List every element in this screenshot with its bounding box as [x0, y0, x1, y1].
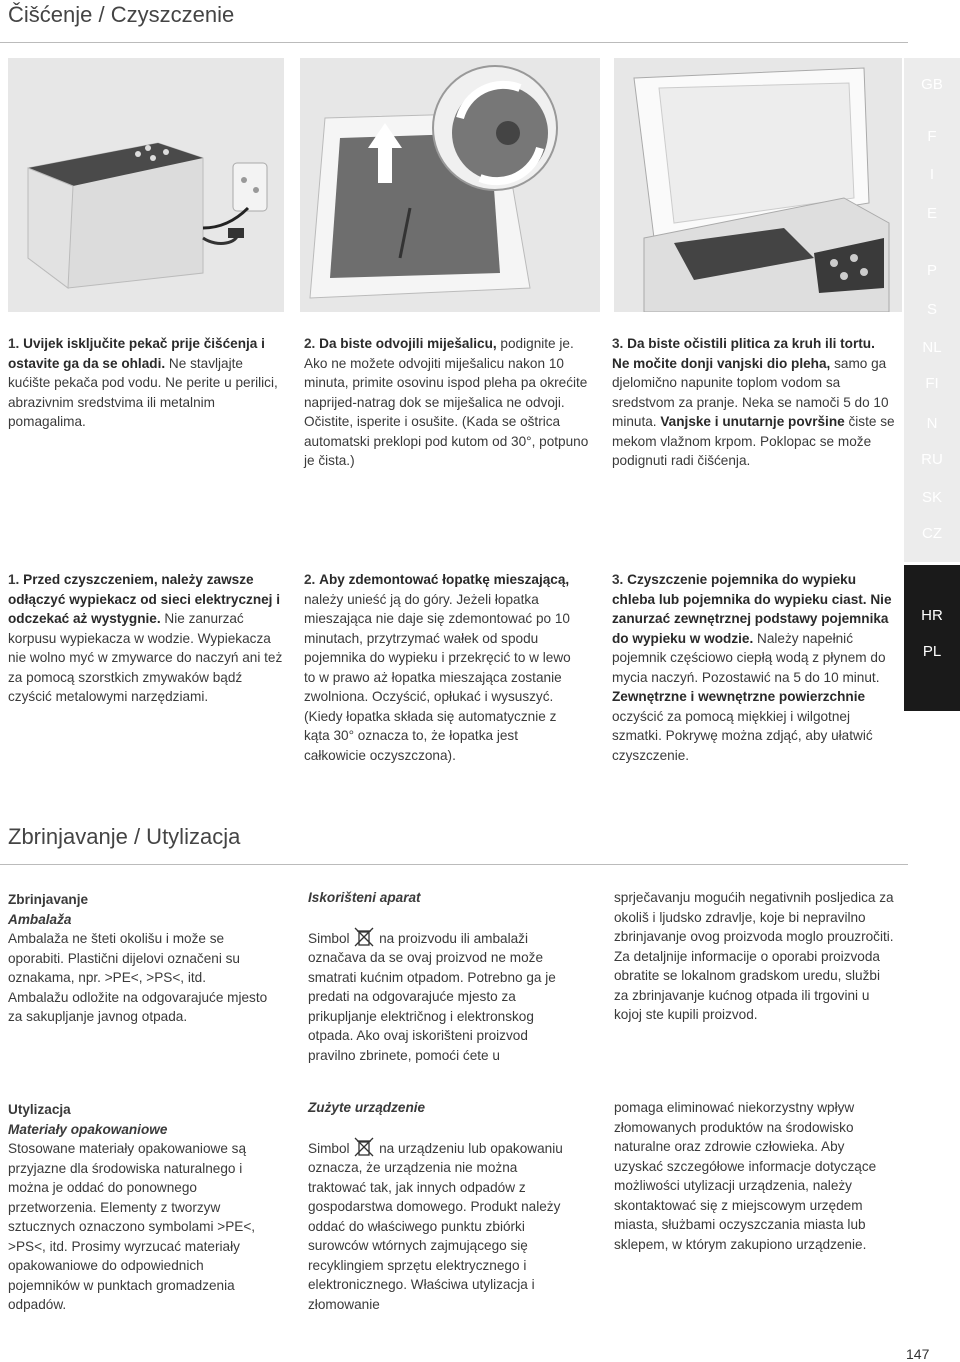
hr-step-3: [612, 334, 896, 471]
pl-step-3: [612, 570, 894, 765]
lang-code-f: F: [927, 128, 937, 145]
hr-step-2-text: podignite je. Ako ne možete odvojiti miješalicu nakon 10 minuta, primite osovinu ispod pleha pa okrećite naprijed-natrag dok se miješalica ne odvoji. Očistite, isperite i osušite. (Kada se oštrica automatski preklopi pod kutom od 30°, potpuno je čista.): [304, 336, 589, 468]
lang-code-fi: FI: [925, 375, 939, 392]
hr-step-2: [304, 334, 594, 471]
lang-code-sk: SK: [921, 489, 942, 506]
step-number: 2.: [304, 572, 316, 587]
pl-step-3-text-a: Należy napełnić pojemnik częściowo ciepłą wodą z płynem do mycia naczyń. Pozostawić na 5 do 10 minut.: [612, 630, 886, 685]
pl-disposal-heading: Utylizacja: [8, 1102, 71, 1117]
pl-step-3-bold-a: Czyszczenie pojemnika do wypieku chleba lub pojemnika do wypieku ciast. Nie zanurzać zewnętrznej podstawy pojemnika do wypieku w wodzie.: [612, 572, 892, 646]
open-bread-maker-image: [614, 58, 902, 312]
hr-step-1-text: Ne stavljajte kućište pekača pod vodu. Ne perite u perilici, abrazivnim sredstvima ili metalnim pomagalima.: [8, 355, 278, 429]
pl-disposal-continued-text: pomaga eliminować niekorzystny wpływ złomowanych produktów na środowisko naturalne oraz zdrowie człowieka. Aby uzyskać szczegółowe informacje dotyczące możliwości utylizacji urządzenia, należy skontaktować się z miejscowym urzędem miasta, służbami oczyszczania miasta lub sklepem, w którym zakupiono urządzenie.: [614, 1100, 877, 1252]
pl-step-1: [8, 570, 284, 707]
hr-packaging-subheading: Ambalaža: [8, 911, 72, 927]
hr-step-2-bold: Da biste odvojili miješalicu,: [319, 336, 497, 351]
page-title: Čišćenje / Czyszczenie: [8, 2, 235, 27]
lang-code-i: I: [929, 166, 935, 183]
hr-disposal-appliance: [308, 888, 578, 1065]
hr-symbol-label: Simbol: [308, 930, 350, 946]
pl-step-2: [304, 570, 580, 765]
hr-step-1-bold: Uvijek isključite pekač prije čišćenja i ostavite ga da se ohladi.: [8, 336, 265, 371]
hr-step-3-bold-b: Vanjske i unutarnje površine: [660, 414, 845, 429]
lang-code-ru: RU: [921, 451, 943, 468]
crossed-bin-icon: [353, 926, 375, 948]
pl-symbol-label: Simbol: [308, 1140, 350, 1156]
lang-code-p: P: [926, 262, 937, 279]
pl-packaging-subheading: Materiały opakowaniowe: [8, 1121, 168, 1137]
step-number: 3.: [612, 572, 624, 587]
step-number: 1.: [8, 572, 20, 587]
step-number: 1.: [8, 336, 20, 351]
crossed-bin-icon: [353, 1136, 375, 1158]
hr-step-3-bold-a: Da biste očistili plitica za kruh ili tortu. Ne močite donji vanjski dio pleha,: [612, 336, 875, 371]
lang-code-n: N: [926, 415, 938, 432]
pl-packaging-text: Stosowane materiały opakowaniowe są przyjazne dla środowiska naturalnego i można je oddać do ponownego przetworzenia. Elementy z tworzyw sztucznych oznaczono symbolami >PE<, >PS<, itd. Prosimy wyrzucać materiały opakowaniowe do odpowiednich pojemników w punktach gromadzenia odpadów.: [8, 1141, 256, 1312]
page-number: 147: [906, 1346, 930, 1362]
hr-disposal-continued: [614, 888, 896, 1025]
hr-packaging-text: Ambalaža ne šteti okolišu i može se oporabiti. Plastični dijelovi označeni su oznakama, npr. >PE<, >PS<, itd. Ambalažu odložite na odgovarajuće mjesto za sakupljanje javnog otpada.: [8, 931, 268, 1024]
hr-disposal-continued-text: sprječavanju mogućih negativnih posljedica za okoliš i ljudsko zdravlje, koje bi nepravilno zbrinjavanje ovog proizvoda moglo prouzročiti. Za detaljnije informacije o oporabi proizvoda obratite se lokalnom gradskom uredu, službi za zbrinjavanje kućnog otpada ili trgovini u kojoj ste kupili proizvod.: [614, 890, 894, 1022]
pl-step-1-text: Nie zanurzać korpusu wypiekacza w wodzie. Wypiekacza nie wolno myć w zmywarce do naczyń ani też za pomocą szorstkich zmywaków bądź czyścić metalowymi narzędziami.: [8, 611, 283, 704]
pl-disposal-continued: [614, 1098, 896, 1254]
bread-maker-unplug-image: [8, 58, 284, 312]
lang-code-hr: HR: [921, 607, 943, 624]
hr-step-1: [8, 334, 284, 432]
hr-step-3-text-b: čiste se mekom vlažnom krpom. Poklopac se može podignuti radi čišćenja.: [612, 414, 895, 468]
pl-step-2-text: należy unieść ją do góry. Jeżeli łopatka mieszająca nie daje się zdemontować po 10 minutach, przytrzymać wałek od spodu pojemnika do wypieku i przekręcić to w lewo to w prawo aż łopatka mieszająca zostanie zwolniona. Oczyścić, opłukać i wysuszyć. (Kiedy łopatka składa się automatycznie z kąta 30° oznacza to, że łopatka jest całkowicie oczyszczona).: [304, 591, 571, 763]
bread-pan-mixer-image: [300, 58, 600, 312]
title-divider: [0, 42, 908, 43]
hr-appliance-subheading: Iskorišteni aparat: [308, 890, 421, 905]
hr-appliance-text: na proizvodu ili ambalaži označava da se ovaj proizvod ne može smatrati kućnim otpadom. Potrebno ga je predati na odgovarajuće mjesto za prikupljanje električnog i elektronskog otpada. Ako ovaj iskorišteni proizvod pravilno zbrinete, pomoći ćete u: [308, 930, 556, 1063]
pl-disposal-packaging: [8, 1100, 273, 1315]
language-sidebar-active: [904, 565, 960, 711]
lang-code-pl: PL: [922, 643, 942, 660]
hr-step-3-text-a: samo ga djelomično napunite toplom vodom sa sredstvom za pranje. Neka se namoči 5 do 10 minuta.: [612, 355, 889, 429]
lang-code-gb: GB: [921, 76, 943, 93]
lang-code-cz: CZ: [922, 525, 942, 542]
pl-step-3-bold-b: Zewnętrzne i wewnętrzne powierzchnie: [612, 689, 866, 704]
lang-code-s: S: [926, 301, 937, 318]
language-sidebar: [904, 58, 960, 562]
pl-step-2-bold: Aby zdemontować łopatkę mieszającą,: [319, 572, 570, 587]
pl-appliance-subheading: Zużyte urządzenie: [308, 1100, 426, 1115]
step-number: 3.: [612, 336, 624, 351]
disposal-title: Zbrinjavanje / Utylizacja: [8, 824, 241, 849]
hr-disposal-heading: Zbrinjavanje: [8, 892, 89, 907]
pl-step-3-text-b: oczyścić za pomocą miękkiej i wilgotnej szmatki. Pokrywę można zdjąć, aby ułatwić czyszczenie.: [612, 708, 873, 763]
lang-code-nl: NL: [922, 339, 942, 356]
pl-step-1-bold: Przed czyszczeniem, należy zawsze odłączyć wypiekacz od sieci elektrycznej i odczekać aż wystygnie.: [8, 572, 281, 626]
lang-code-e: E: [926, 205, 937, 222]
pl-appliance-text: na urządzeniu lub opakowaniu oznacza, że urządzenia nie można traktować tak, jak innych odpadów z gospodarstwa domowego. Produkt należy oddać do właściwego punktu zbiórki surowców wtórnych zajmującego się recyklingiem sprzętu elektrycznego i elektronicznego. Właściwa utylizacja i złomowanie: [308, 1140, 563, 1312]
step-number: 2.: [304, 336, 316, 351]
pl-disposal-appliance: [308, 1098, 578, 1314]
hr-disposal-packaging: [8, 890, 268, 1027]
disposal-divider: [0, 864, 908, 865]
